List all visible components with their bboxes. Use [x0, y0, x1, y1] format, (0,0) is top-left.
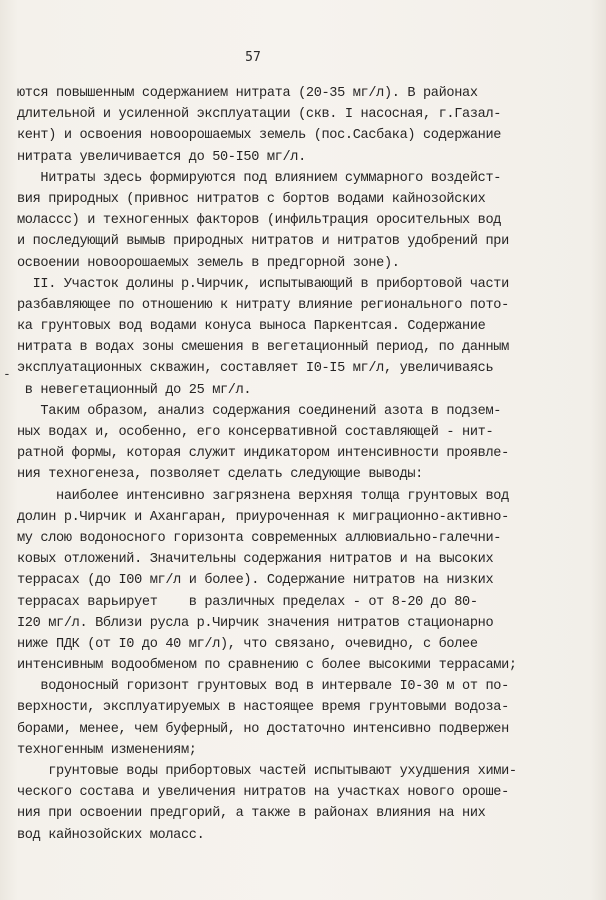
margin-mark: -: [3, 367, 11, 382]
text-line: долин р.Чирчик и Ахангаран, приуроченная к миграционно-активно-: [17, 509, 509, 525]
text-line: ратной формы, которая служит индикатором интенсивности проявле-: [17, 446, 509, 462]
paragraph: [17, 761, 587, 846]
paragraph: [17, 83, 587, 168]
text-line: в невегетационный до 25 мг/л.: [17, 382, 252, 398]
text-line: длительной и усиленной эксплуатации (скв. I насосная, г.Газал-: [17, 107, 502, 123]
text-line: ются повышенным содержанием нитрата (20-35 мг/л). В районах: [17, 86, 478, 101]
text-line: борами, менее, чем буферный, но достаточно интенсивно подвержен: [17, 721, 509, 737]
text-line: интенсивным водообменом по сравнению с более высокими террасами;: [17, 658, 517, 674]
text-line: грунтовые воды прибортовых частей испытывают ухудшения хими-: [17, 764, 517, 779]
text-line: разбавляющее по отношению к нитрату влияние регионального пото-: [17, 297, 509, 313]
text-line: ниже ПДК (от I0 до 40 мг/л), что связано, очевидно, с более: [17, 636, 478, 652]
paragraph: [17, 486, 587, 677]
text-line: Нитраты здесь формируются под влиянием суммарного воздейст-: [17, 170, 502, 186]
text-line: ческого состава и увеличения нитратов на участках нового ороше-: [17, 785, 509, 801]
text-line: и последующий вымыв природных нитратов и нитратов удобрений при: [17, 234, 509, 250]
text-line: ния техногенеза, позволяет сделать следующие выводы:: [17, 467, 423, 483]
text-line: нитрата в водах зоны смешения в вегетационный период, по данным: [17, 340, 509, 356]
text-line: водоносный горизонт грунтовых вод в интервале I0-30 м от по-: [17, 679, 509, 695]
body-text: [17, 83, 587, 846]
text-line: II. Участок долины р.Чирчик, испытывающий в прибортовой части: [17, 276, 509, 292]
text-line: эксплуатационных скважин, составляет I0-I5 мг/л, увеличиваясь: [17, 361, 494, 377]
text-line: молассс) и техногенных факторов (инфильтрация оросительных вод: [17, 213, 502, 229]
text-line: ния при освоении предгорий, а также в районах влияния на них: [17, 806, 486, 822]
text-line: ных водах и, особенно, его консервативной составляющей - нит-: [17, 425, 494, 440]
text-line: I20 мг/л. Вблизи русла р.Чирчик значения нитратов стационарно: [17, 615, 494, 631]
text-line: террасах варьирует в различных пределах - от 8-20 до 80-: [17, 594, 478, 610]
text-line: Таким образом, анализ содержания соединений азота в подзем-: [17, 403, 502, 419]
text-line: ка грунтовых вод водами конуса выноса Паркентсая. Содержание: [17, 319, 486, 335]
text-line: ковых отложений. Значительны содержания нитратов и на высоких: [17, 552, 494, 568]
paragraph: [17, 274, 587, 401]
paragraph: [17, 168, 587, 274]
text-line: вод кайнозойских моласс.: [17, 827, 205, 843]
paragraph: [17, 401, 587, 486]
text-line: техногенным изменениям;: [17, 742, 197, 758]
paragraph: [17, 676, 587, 761]
text-line: кент) и освоения новоорошаемых земель (пос.Сасбака) содержание: [17, 128, 502, 144]
text-line: му слою водоносного горизонта современных аллювиально-галечни-: [17, 530, 502, 546]
page-number: 57: [245, 50, 261, 65]
text-line: освоении новоорошаемых земель в предгорной зоне).: [17, 255, 400, 271]
text-line: нитрата увеличивается до 50-I50 мг/л.: [17, 149, 306, 165]
text-line: верхности, эксплуатируемых в настоящее время грунтовыми водоза-: [17, 700, 509, 716]
text-line: террасах (до I00 мг/л и более). Содержание нитратов на низких: [17, 573, 494, 589]
text-line: наиболее интенсивно загрязнена верхняя толща грунтовых вод: [17, 488, 509, 504]
text-line: вия природных (привнос нитратов с бортов водами кайнозойских: [17, 191, 486, 207]
